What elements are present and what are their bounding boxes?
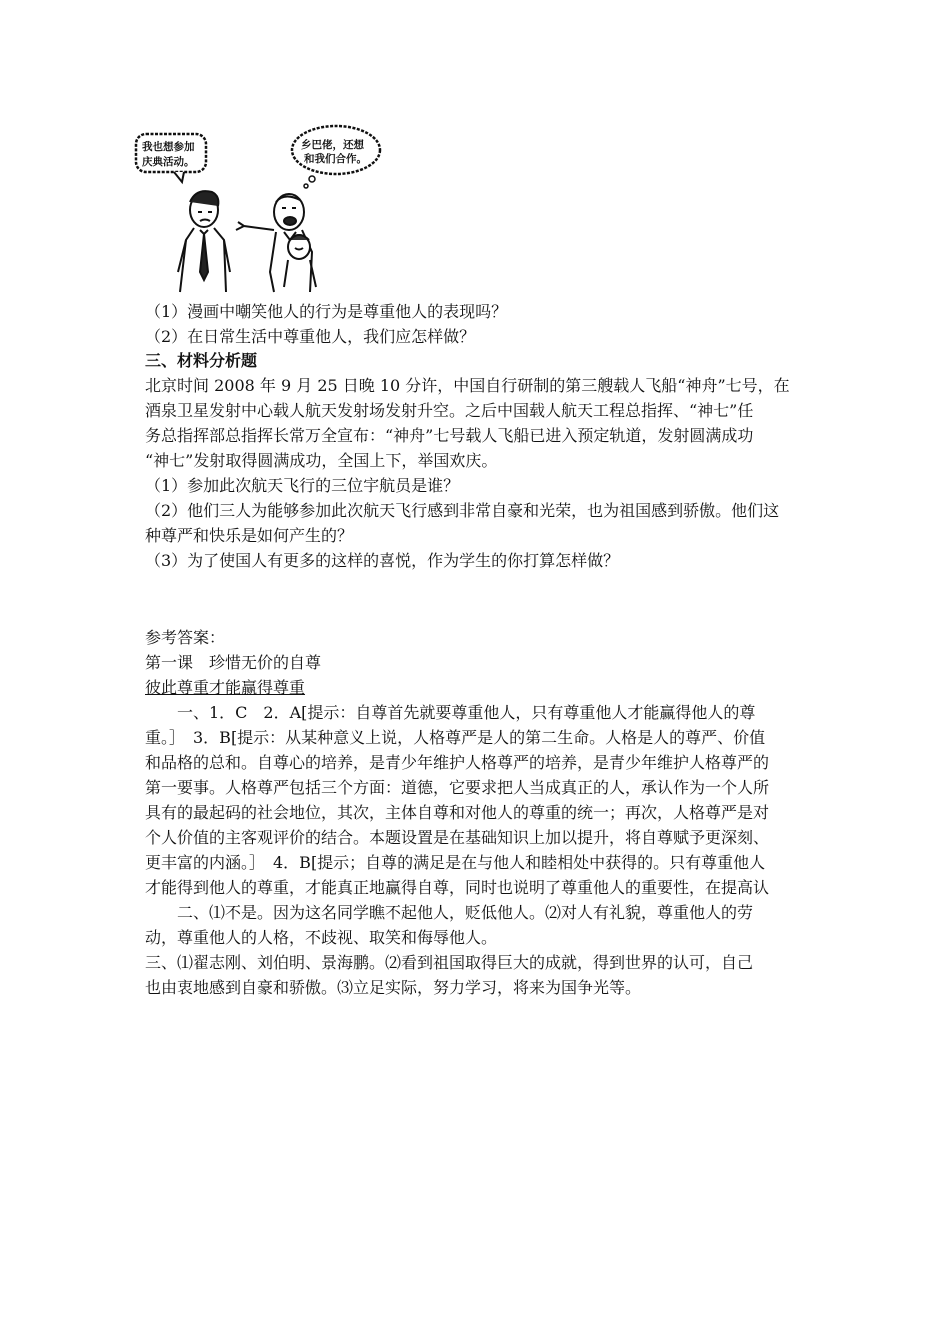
answer-part1-line3: 和品格的总和。自尊心的培养，是青少年维护人格尊严的培养，是青少年维护人格尊严的 <box>145 753 770 772</box>
material-line-1: 北京时间 2008 年 9 月 25 日晚 10 分许，中国自行研制的第三艘载人飞船“神舟”七号，在 <box>145 376 790 395</box>
material-question-2-line2: 种尊严和快乐是如何产生的？ <box>145 526 354 545</box>
answer-part2-line2: 动，尊重他人的人格，不歧视、取笑和侮辱他人。 <box>145 928 498 947</box>
comic-question-1: （1）漫画中嘲笑他人的行为是尊重他人的表现吗？ <box>145 302 508 321</box>
answer-part3-line1: 三、⑴翟志刚、刘伯明、景海鹏。⑵看到祖国取得巨大的成就，得到世界的认可，自己 <box>145 953 754 972</box>
material-question-3: （3）为了使国人有更多的这样的喜悦，作为学生的你打算怎样做？ <box>145 551 620 570</box>
bubble-left-line2: 庆典活动。 <box>142 156 195 168</box>
answer-part3-line2: 也由衷地感到自豪和骄傲。⑶立足实际，努力学习，将来为国争光等。 <box>145 978 642 997</box>
answer-part1-line1: 一、1．C 2．A[提示：自尊首先就要尊重他人，只有尊重他人才能赢得他人的尊 <box>145 703 756 722</box>
material-line-2: 酒泉卫星发射中心载人航天发射场发射升空。之后中国载人航天工程总指挥、“神七”任 <box>145 401 754 420</box>
answers-subtitle: 彼此尊重才能赢得尊重 <box>145 678 306 697</box>
answers-lesson: 第一课 珍惜无价的自尊 <box>145 653 322 672</box>
answer-part1-line8: 才能得到他人的尊重，才能真正地赢得自尊，同时也说明了尊重他人的重要性，在提高认 <box>145 878 770 897</box>
material-question-1: （1）参加此次航天飞行的三位宇航员是谁？ <box>145 476 460 495</box>
answer-part2-line1: 二、⑴不是。因为这名同学瞧不起他人，贬低他人。⑵对人有礼貌，尊重他人的劳 <box>145 903 754 922</box>
laughing-man-figure <box>236 194 316 292</box>
cartoon-illustration <box>134 122 394 294</box>
answers-title: 参考答案： <box>145 628 226 647</box>
section-3-heading: 三、材料分析题 <box>145 351 258 370</box>
answer-part1-line7: 更丰富的内涵。］ 4．B[提示；自尊的满足是在与他人和睦相处中获得的。只有尊重他人 <box>145 853 766 872</box>
bubble-right-line2: 和我们合作。 <box>304 153 367 165</box>
material-line-4: “神七”发射取得圆满成功，全国上下，举国欢庆。 <box>145 451 498 470</box>
answer-part1-line2: 重。］ 3．B[提示：从某种意义上说，人格尊严是人的第二生命。人格是人的尊严、价值 <box>145 728 766 747</box>
bubble-left-line1: 我也想参加 <box>142 141 195 153</box>
sad-man-figure <box>178 191 230 292</box>
material-line-3: 务总指挥部总指挥长常万全宣布：“神舟”七号载人飞船已进入预定轨道，发射圆满成功 <box>145 426 754 445</box>
answer-part1-line6: 个人价值的主客观评价的结合。本题设置是在基础知识上加以提升，将自尊赋予更深刻、 <box>145 828 770 847</box>
answer-part1-line5: 具有的最起码的社会地位，其次，主体自尊和对他人的尊重的统一；再次，人格尊严是对 <box>145 803 770 822</box>
bubble-right-line1: 乡巴佬，还想 <box>301 139 364 151</box>
comic-question-2: （2）在日常生活中尊重他人，我们应怎样做？ <box>145 327 476 346</box>
cartoon-drawing <box>134 122 394 294</box>
material-question-2-line1: （2）他们三人为能够参加此次航天飞行感到非常自豪和光荣，也为祖国感到骄傲。他们这 <box>145 501 780 520</box>
answer-part1-line4: 第一要事。人格尊严包括三个方面：道德，它要求把人当成真正的人，承认作为一个人所 <box>145 778 770 797</box>
